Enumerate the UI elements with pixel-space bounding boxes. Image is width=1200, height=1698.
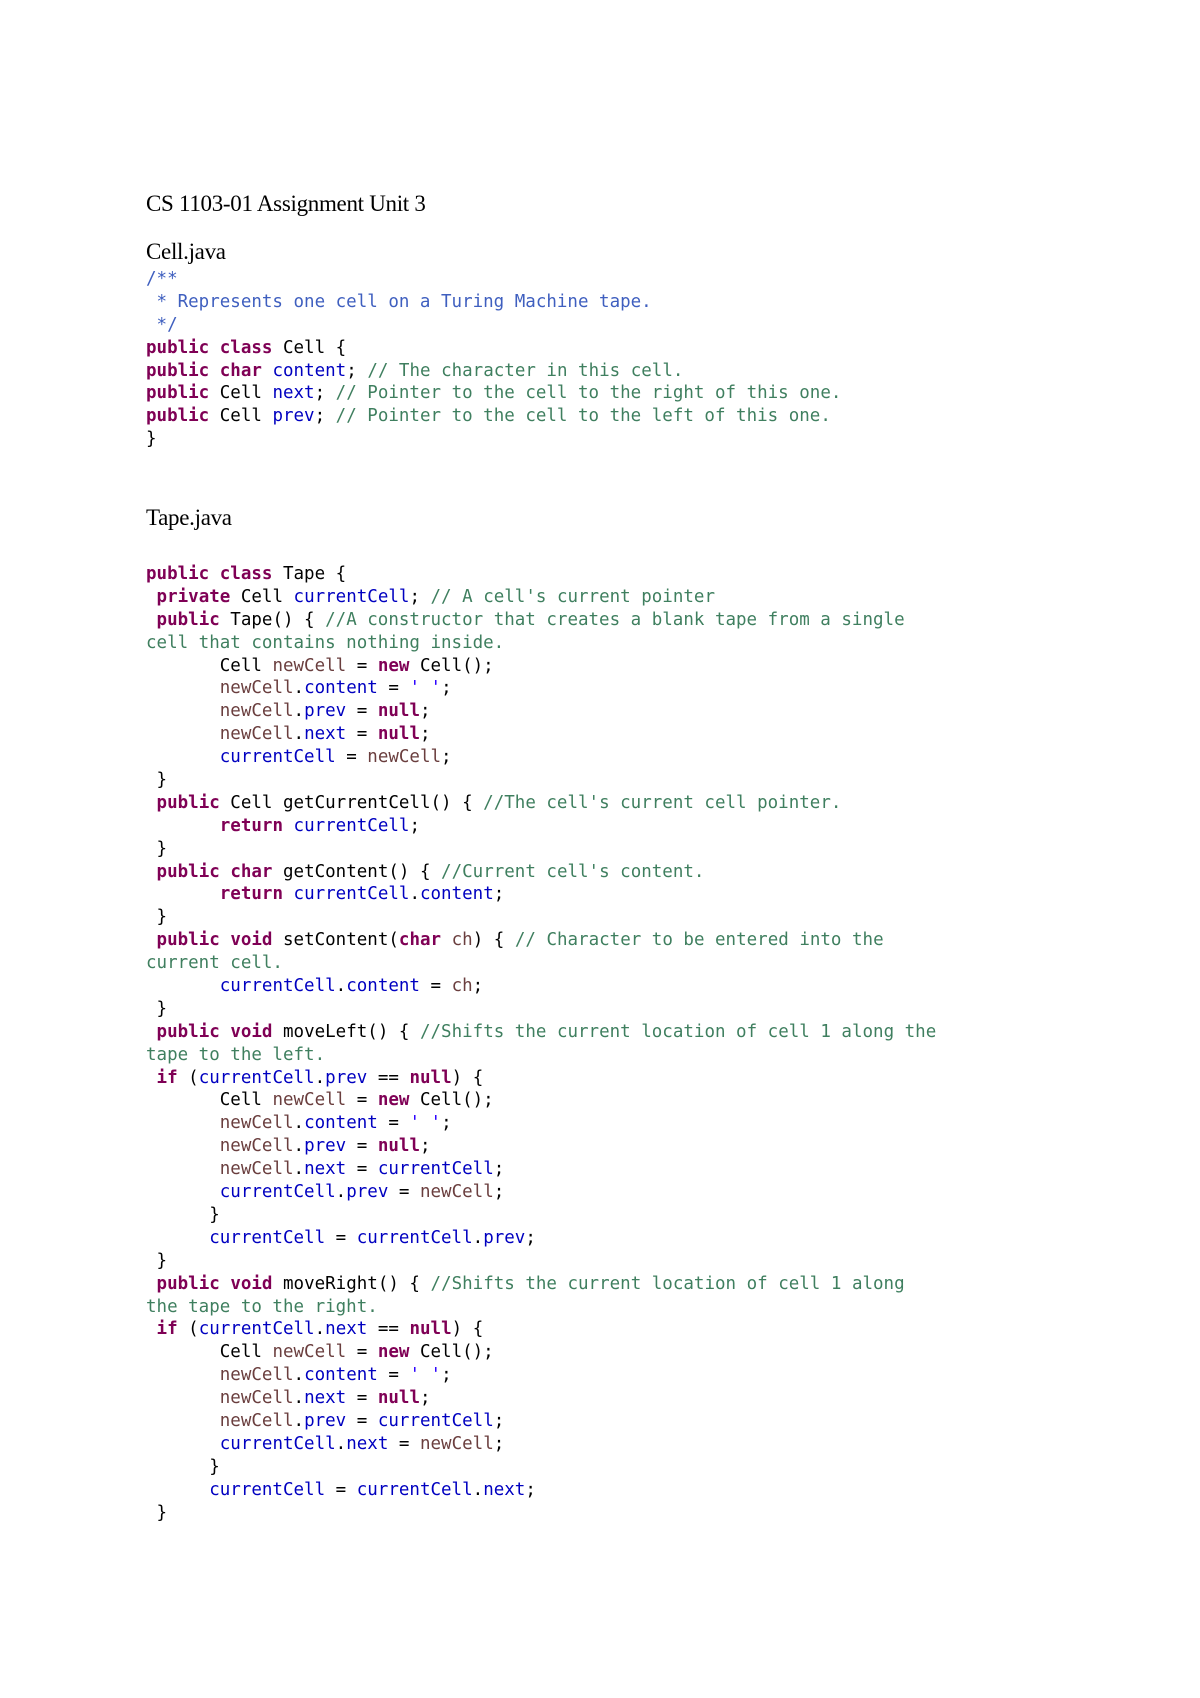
code-text (146, 1113, 220, 1133)
code-text: Cell (209, 406, 273, 427)
code-line (146, 314, 841, 337)
code-keyword: public (146, 360, 210, 381)
code-text (146, 862, 157, 882)
code-line (146, 428, 841, 451)
code-text (146, 1136, 220, 1156)
code-text: . (293, 1388, 305, 1409)
code-text: = (419, 976, 452, 997)
code-text: = (325, 1479, 357, 1500)
code-local-variable: newCell (219, 1113, 294, 1134)
code-text: Cell(); (409, 1342, 494, 1363)
code-field: prev (304, 1410, 347, 1431)
code-line (146, 1181, 936, 1204)
code-text: ; (314, 383, 336, 404)
code-line (146, 1135, 936, 1158)
code-local-variable: newCell (219, 724, 294, 745)
code-text (146, 793, 157, 813)
code-text: Tape() { (219, 609, 326, 630)
code-line (146, 838, 936, 861)
code-line (146, 769, 936, 792)
code-text (146, 701, 220, 721)
code-local-variable: newCell (219, 678, 294, 699)
code-line (146, 929, 936, 952)
code-local-variable: newCell (419, 1182, 494, 1203)
code-line (146, 815, 936, 838)
code-field: currentCell (377, 1159, 494, 1180)
code-local-variable: ch (451, 930, 473, 951)
code-field: prev (483, 1227, 526, 1248)
code-field: currentCell (356, 1227, 473, 1248)
code-text: . (293, 1159, 305, 1180)
code-text: . (335, 1433, 347, 1454)
code-text: ; (420, 724, 431, 745)
code-text: ; (493, 1433, 505, 1454)
code-text: Cell (230, 586, 294, 607)
code-line (146, 291, 841, 314)
code-text (209, 564, 220, 584)
code-keyword: public (146, 337, 210, 358)
code-text: ; (441, 1365, 452, 1386)
code-text: = (377, 1365, 410, 1386)
code-keyword: null (377, 724, 420, 745)
code-line (146, 1410, 936, 1433)
code-text: Cell getCurrentCell() { (219, 792, 484, 813)
code-line (146, 1273, 936, 1296)
code-text (146, 1411, 220, 1431)
code-keyword: new (377, 1090, 410, 1111)
code-text: = (346, 1410, 378, 1431)
code-char-literal: ' ' (409, 678, 442, 699)
code-char-literal: ' ' (409, 1365, 442, 1386)
code-line (146, 792, 936, 815)
code-line (146, 998, 936, 1021)
code-line (146, 609, 936, 632)
code-comment: //The cell's current cell pointer. (483, 792, 842, 813)
code-field: currentCell (209, 1227, 326, 1248)
code-local-variable: newCell (272, 1090, 347, 1111)
code-text: ; (441, 1113, 452, 1134)
code-text: Cell (146, 1342, 273, 1363)
code-line (146, 1318, 936, 1341)
code-text: = (377, 1113, 410, 1134)
code-text: . (335, 1182, 347, 1203)
code-keyword: return (219, 884, 283, 905)
code-line (146, 1387, 936, 1410)
code-text: = (335, 747, 368, 768)
code-text (220, 930, 231, 950)
code-comment: // The character in this cell. (367, 360, 684, 381)
code-field: currentCell (219, 747, 336, 768)
code-field: currentCell (219, 976, 336, 997)
code-block-cell-java (146, 268, 841, 451)
code-text: } (146, 1250, 168, 1271)
code-text (146, 724, 220, 744)
code-text (146, 1434, 220, 1454)
code-text: . (314, 1319, 326, 1340)
code-line (146, 1158, 936, 1181)
code-text: Cell (146, 655, 273, 676)
code-line (146, 1456, 936, 1479)
code-line (146, 723, 936, 746)
code-keyword: null (409, 1067, 452, 1088)
code-text: . (409, 884, 420, 905)
code-text: = (388, 1433, 420, 1454)
code-comment: // A cell's current pointer (430, 586, 715, 607)
code-line (146, 360, 841, 383)
code-text: = (346, 655, 378, 676)
code-text: Cell { (272, 337, 347, 358)
code-comment: //Shifts the current location of cell 1 along (430, 1273, 905, 1294)
code-line (146, 906, 936, 929)
code-field: next (304, 1159, 347, 1180)
code-line (146, 1089, 936, 1112)
code-text: . (314, 1067, 326, 1088)
code-text (146, 587, 157, 607)
code-text: . (293, 1113, 305, 1134)
code-text (146, 1388, 220, 1408)
code-line (146, 1067, 936, 1090)
code-field: next (346, 1433, 389, 1454)
code-text (146, 816, 220, 836)
code-text: = (346, 1090, 378, 1111)
code-text: ; (493, 1410, 505, 1431)
code-text: = (346, 1342, 378, 1363)
code-field: prev (325, 1067, 368, 1088)
code-field: currentCell (219, 1182, 336, 1203)
code-field: content (304, 1113, 378, 1134)
code-text: Cell(); (409, 1090, 494, 1111)
code-text (220, 862, 231, 882)
code-field: currentCell (209, 1479, 326, 1500)
code-text: = (377, 678, 410, 699)
code-field: content (272, 360, 347, 381)
code-keyword: class (219, 564, 273, 584)
code-line (146, 655, 936, 678)
code-text: ; (493, 1159, 505, 1180)
code-local-variable: newCell (219, 1159, 294, 1180)
code-text: Cell (209, 383, 273, 404)
code-line (146, 405, 841, 428)
code-block-tape-java (146, 563, 936, 1524)
code-field: currentCell (198, 1067, 315, 1088)
code-local-variable: newCell (272, 655, 347, 676)
code-text: } (146, 770, 168, 791)
code-keyword: new (377, 1342, 410, 1363)
code-comment: //A constructor that creates a blank tape from a single (325, 609, 905, 630)
code-text: moveRight() { (272, 1273, 431, 1294)
code-text (146, 1159, 220, 1179)
code-text: moveLeft() { (272, 1021, 420, 1042)
code-text: ; (493, 1182, 505, 1203)
code-line (146, 563, 936, 586)
file-heading-tape-java: Tape.java (146, 505, 232, 530)
code-text: } (146, 1456, 220, 1477)
code-line (146, 1296, 936, 1319)
code-local-variable: newCell (219, 1410, 294, 1431)
code-text (283, 884, 294, 904)
code-text: . (293, 1136, 305, 1157)
code-text: Cell (146, 1090, 273, 1111)
code-field: prev (272, 406, 315, 427)
code-text: = (325, 1227, 357, 1248)
code-text: ; (420, 1136, 431, 1157)
code-field: next (304, 1388, 347, 1409)
code-field: content (419, 884, 494, 905)
code-text (146, 1480, 209, 1500)
code-text (146, 884, 220, 904)
code-text: } (146, 1204, 220, 1225)
code-local-variable: newCell (219, 1136, 294, 1157)
code-keyword: char (230, 861, 273, 882)
code-keyword: null (409, 1319, 452, 1340)
code-line (146, 632, 936, 655)
code-keyword: if (156, 1067, 178, 1088)
code-local-variable: newCell (219, 701, 294, 722)
file-heading-cell-java: Cell.java (146, 239, 226, 264)
code-line (146, 1502, 936, 1525)
code-text: } (146, 429, 157, 450)
code-keyword: public (146, 383, 210, 404)
code-field: currentCell (219, 1433, 336, 1454)
code-local-variable: newCell (419, 1433, 494, 1454)
code-comment: // Pointer to the cell to the left of this one. (335, 406, 831, 427)
code-line (146, 861, 936, 884)
code-line (146, 1044, 936, 1067)
code-text (146, 1228, 209, 1248)
code-text (146, 976, 220, 996)
code-keyword: return (219, 815, 283, 836)
code-line (146, 1250, 936, 1273)
code-line (146, 1479, 936, 1502)
code-keyword: public (156, 609, 220, 630)
code-text (146, 747, 220, 767)
code-line (146, 975, 936, 998)
code-keyword: public (156, 1273, 220, 1294)
code-keyword: private (156, 586, 231, 607)
code-text (146, 1022, 157, 1042)
code-field: next (325, 1319, 368, 1340)
code-text: ; (472, 976, 484, 997)
code-text: . (472, 1227, 484, 1248)
code-text: . (335, 976, 347, 997)
code-line (146, 1433, 936, 1456)
code-field: content (346, 976, 420, 997)
code-keyword: public (156, 792, 220, 813)
code-text (146, 610, 157, 630)
code-local-variable: newCell (219, 1365, 294, 1386)
code-line (146, 883, 936, 906)
code-text: ; (525, 1227, 536, 1248)
code-comment: // Character to be entered into the (514, 930, 884, 951)
code-keyword: new (377, 655, 410, 676)
code-field: currentCell (356, 1479, 473, 1500)
code-text: ; (346, 360, 368, 381)
code-comment: the tape to the right. (146, 1296, 378, 1317)
code-text: = (346, 1159, 378, 1180)
code-local-variable: newCell (272, 1342, 347, 1363)
code-text: } (146, 1502, 168, 1523)
code-local-variable: newCell (367, 747, 442, 768)
code-text (146, 1182, 220, 1202)
code-text: = (346, 1388, 378, 1409)
code-line (146, 677, 936, 700)
code-comment: current cell. (146, 953, 283, 974)
code-line (146, 700, 936, 723)
code-text (146, 678, 220, 698)
code-field: prev (346, 1182, 389, 1203)
code-javadoc: */ (146, 314, 178, 335)
code-text: = (346, 701, 378, 722)
code-text: ( (177, 1067, 199, 1088)
code-keyword: public (156, 861, 220, 882)
code-keyword: public (146, 406, 210, 427)
code-line (146, 746, 936, 769)
code-keyword: class (219, 337, 273, 358)
code-comment: tape to the left. (146, 1044, 326, 1065)
code-text: ; (420, 701, 431, 722)
code-field: next (304, 724, 347, 745)
code-text: = (346, 724, 378, 745)
code-text (146, 1319, 157, 1339)
code-keyword: null (377, 1136, 420, 1157)
code-char-literal: ' ' (409, 1113, 442, 1134)
code-field: content (304, 1365, 378, 1386)
code-line (146, 952, 936, 975)
code-text: . (293, 701, 305, 722)
code-field: next (272, 383, 315, 404)
code-text (220, 1022, 231, 1042)
code-text: ) { (451, 1319, 484, 1340)
code-line (146, 1227, 936, 1250)
code-text: } (146, 838, 168, 859)
code-keyword: null (377, 701, 420, 722)
code-text: . (293, 678, 305, 699)
code-text: = (388, 1182, 420, 1203)
code-text (220, 1274, 231, 1294)
code-text: setContent( (272, 930, 399, 951)
code-local-variable: ch (451, 976, 473, 997)
code-text: . (293, 724, 305, 745)
code-keyword: void (230, 1273, 273, 1294)
code-local-variable: newCell (219, 1388, 294, 1409)
code-text: ; (409, 815, 420, 836)
code-line (146, 268, 841, 291)
code-text: . (472, 1479, 484, 1500)
code-text (146, 930, 157, 950)
code-field: next (483, 1479, 526, 1500)
code-text: } (146, 907, 168, 928)
code-keyword: void (230, 1021, 273, 1042)
code-text: ) { (472, 930, 515, 951)
code-keyword: public (146, 564, 210, 584)
code-line (146, 1364, 936, 1387)
code-text (283, 816, 294, 836)
code-keyword: if (156, 1319, 178, 1340)
code-text (146, 1068, 157, 1088)
code-text: . (293, 1365, 305, 1386)
code-line (146, 1204, 936, 1227)
code-line (146, 337, 841, 360)
code-line (146, 586, 936, 609)
code-field: currentCell (293, 815, 410, 836)
code-text: = (346, 1136, 378, 1157)
code-text: ; (314, 406, 336, 427)
code-keyword: public (156, 1021, 220, 1042)
code-keyword: char (398, 930, 442, 951)
code-comment: //Shifts the current location of cell 1 along the (419, 1021, 937, 1042)
code-field: currentCell (377, 1410, 494, 1431)
code-text: Tape { (272, 564, 347, 584)
code-text: ; (420, 1388, 431, 1409)
code-text: ; (493, 884, 505, 905)
code-field: prev (304, 1136, 347, 1157)
code-text: ( (177, 1319, 199, 1340)
code-field: currentCell (293, 884, 410, 905)
code-field: currentCell (293, 586, 410, 607)
code-comment: //Current cell's content. (441, 861, 705, 882)
document-title: CS 1103-01 Assignment Unit 3 (146, 191, 426, 216)
code-text (146, 1274, 157, 1294)
code-text: ; (441, 678, 452, 699)
code-keyword: char (219, 360, 262, 381)
code-line (146, 382, 841, 405)
code-keyword: null (377, 1388, 420, 1409)
code-field: prev (304, 701, 347, 722)
code-javadoc: * Represents one cell on a Turing Machine tape. (146, 291, 652, 312)
code-text (209, 338, 220, 358)
code-line (146, 1021, 936, 1044)
code-text: ; (525, 1479, 536, 1500)
code-text: } (146, 998, 168, 1019)
code-text: ; (409, 586, 431, 607)
code-text: == (367, 1319, 410, 1340)
code-text (146, 1365, 220, 1385)
code-text: getContent() { (272, 861, 442, 882)
code-field: content (304, 678, 378, 699)
code-text: ; (441, 747, 452, 768)
code-comment: // Pointer to the cell to the right of this one. (335, 383, 842, 404)
code-keyword: public (156, 930, 220, 951)
code-text (209, 361, 220, 381)
code-text: Cell(); (409, 655, 494, 676)
code-javadoc: /** (146, 269, 178, 289)
code-keyword: void (230, 930, 273, 951)
code-text (441, 930, 452, 950)
code-field: currentCell (198, 1319, 315, 1340)
code-comment: cell that contains nothing inside. (146, 632, 505, 653)
code-text: ) { (451, 1067, 484, 1088)
code-text (262, 361, 273, 381)
code-line (146, 1112, 936, 1135)
code-text: == (367, 1067, 410, 1088)
code-line (146, 1341, 936, 1364)
code-text: . (293, 1410, 305, 1431)
